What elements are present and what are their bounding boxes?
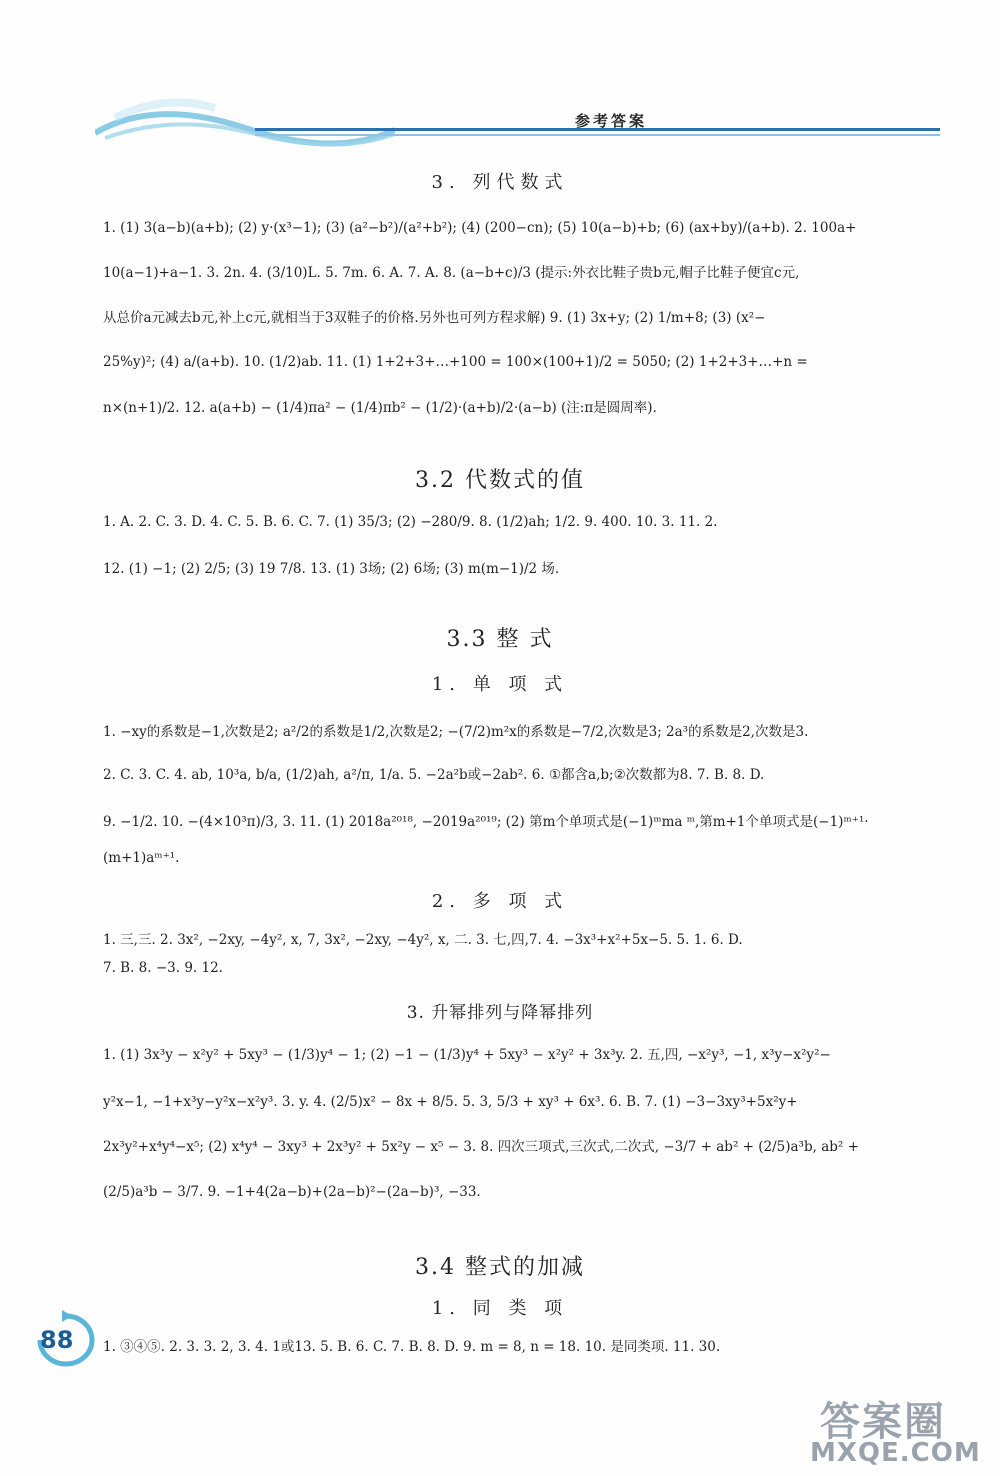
answer-line-2: 10(a−1)+a−1. 3. 2n. 4. (3/10)L. 5. 7m. 6. A. 7. A. 8. (a−b+c)/3 (提示:外衣比鞋子贵b元,帽子比鞋子便宜c元, [103,265,800,281]
answer-line-12: 1. 三,三. 2. 3x², −2xy, −4y², x, 7, 3x², −2xy, −4y², x, 二. 3. 七,四,7. 4. −3x³+x²+5x−5. 5. 1. 6. D. [103,932,743,948]
subsection-title-3-1-3: 3. 列代数式 [431,172,569,193]
page-number: 88 [40,1326,74,1354]
answer-line-15: y²x−1, −1+x³y−y²x−x²y³. 3. y. 4. (2/5)x² − 8x + 8/5. 5. 3, 5/3 + xy³ + 6x³. 6. B. 7. (1) −3−3xy³+5x²y+ [103,1094,798,1110]
answer-line-5: n×(n+1)/2. 12. a(a+b) − (1/4)πa² − (1/4)πb² − (1/2)·(a+b)/2·(a−b) (注:π是圆周率). [103,400,657,416]
answer-line-7: 12. (1) −1; (2) 2/5; (3) 19 7/8. 13. (1) 3场; (2) 6场; (3) m(m−1)/2 场. [103,561,560,577]
answer-line-17: (2/5)a³b − 3/7. 9. −1+4(2a−b)+(2a−b)²−(2a−b)³, −33. [103,1184,481,1200]
answer-line-18: 1. ③④⑤. 2. 3. 3. 2, 3. 4. 1或13. 5. B. 6. C. 7. B. 8. D. 9. m = 8, n = 18. 10. 是同类项. 11. 30. [103,1339,721,1355]
watermark [800,1390,990,1470]
subsection-title-like-terms: 1. 同 类 项 [431,1298,569,1319]
subsection-title-ordering: 3. 升幂排列与降幂排列 [406,1003,594,1023]
answer-line-3: 从总价a元减去b元,补上c元,就相当于3双鞋子的价格.另外也可列方程求解) 9. (1) 3x+y; (2) 1/m+8; (3) (x²− [103,310,766,326]
answer-line-11: (m+1)aᵐ⁺¹. [103,850,180,866]
answer-line-6: 1. A. 2. C. 3. D. 4. C. 5. B. 6. C. 7. (1) 35/3; (2) −280/9. 8. (1/2)ah; 1/2. 9. 400. 10. 3. 11. 2. [103,514,718,530]
section-title-3-2: 3.2 代数式的值 [415,468,585,493]
section-title-3-4: 3.4 整式的加减 [415,1255,585,1280]
watermark-logo-text: 答案圈 [820,1399,946,1445]
answer-line-13: 7. B. 8. −3. 9. 12. [103,960,223,976]
answer-line-10: 9. −1/2. 10. −(4×10³π)/3, 3. 11. (1) 2018a²⁰¹⁸, −2019a²⁰¹⁹; (2) 第m个单项式是(−1)ᵐma ᵐ,第m+1个单项式是(−1)ᵐ⁺¹· [103,814,869,830]
subsection-title-polynomial: 2. 多 项 式 [431,891,569,912]
page-header [95,88,940,148]
answer-line-14: 1. (1) 3x³y − x²y² + 5xy³ − (1/3)y⁴ − 1; (2) −1 − (1/3)y⁴ + 5xy³ − x²y² + 3x³y. 2. 五,四, −x²y³, −1, x³y−x²y²− [103,1047,831,1063]
header-swoosh-decoration [95,88,395,148]
section-title-3-3: 3.3 整 式 [446,627,554,652]
answer-line-16: 2x³y²+x⁴y⁴−x⁵; (2) x⁴y⁴ − 3xy³ + 2x³y² + 5x²y − x⁵ − 3. 8. 四次三项式,三次式,二次式, −3/7 + ab² + (2/5)a³b, ab² + [103,1139,859,1155]
answer-line-8: 1. −xy的系数是−1,次数是2; a²/2的系数是1/2,次数是2; −(7/2)m²x的系数是−7/2,次数是3; 2a³的系数是2,次数是3. [103,724,809,740]
answer-line-9: 2. C. 3. C. 4. ab, 10³a, b/a, (1/2)ah, a²/π, 1/a. 5. −2a²b或−2ab². 6. ①都含a,b;②次数都为8. 7. B. 8. D. [103,767,765,783]
answer-line-4: 25%y)²; (4) a/(a+b). 10. (1/2)ab. 11. (1) 1+2+3+…+100 = 100×(100+1)/2 = 5050; (2) 1+2+3+…+n = [103,354,808,370]
answer-line-1: 1. (1) 3(a−b)(a+b); (2) y·(x³−1); (3) (a²−b²)/(a²+b²); (4) (200−cn); (5) 10(a−b)+b; (6) (ax+by)/(a+b). 2. 100a+ [103,220,857,236]
subsection-title-monomial: 1. 单 项 式 [431,674,569,695]
header-title: 参考答案 [575,112,648,130]
header-rule-light [255,134,940,136]
watermark-url: MXQE.COM [810,1438,981,1468]
